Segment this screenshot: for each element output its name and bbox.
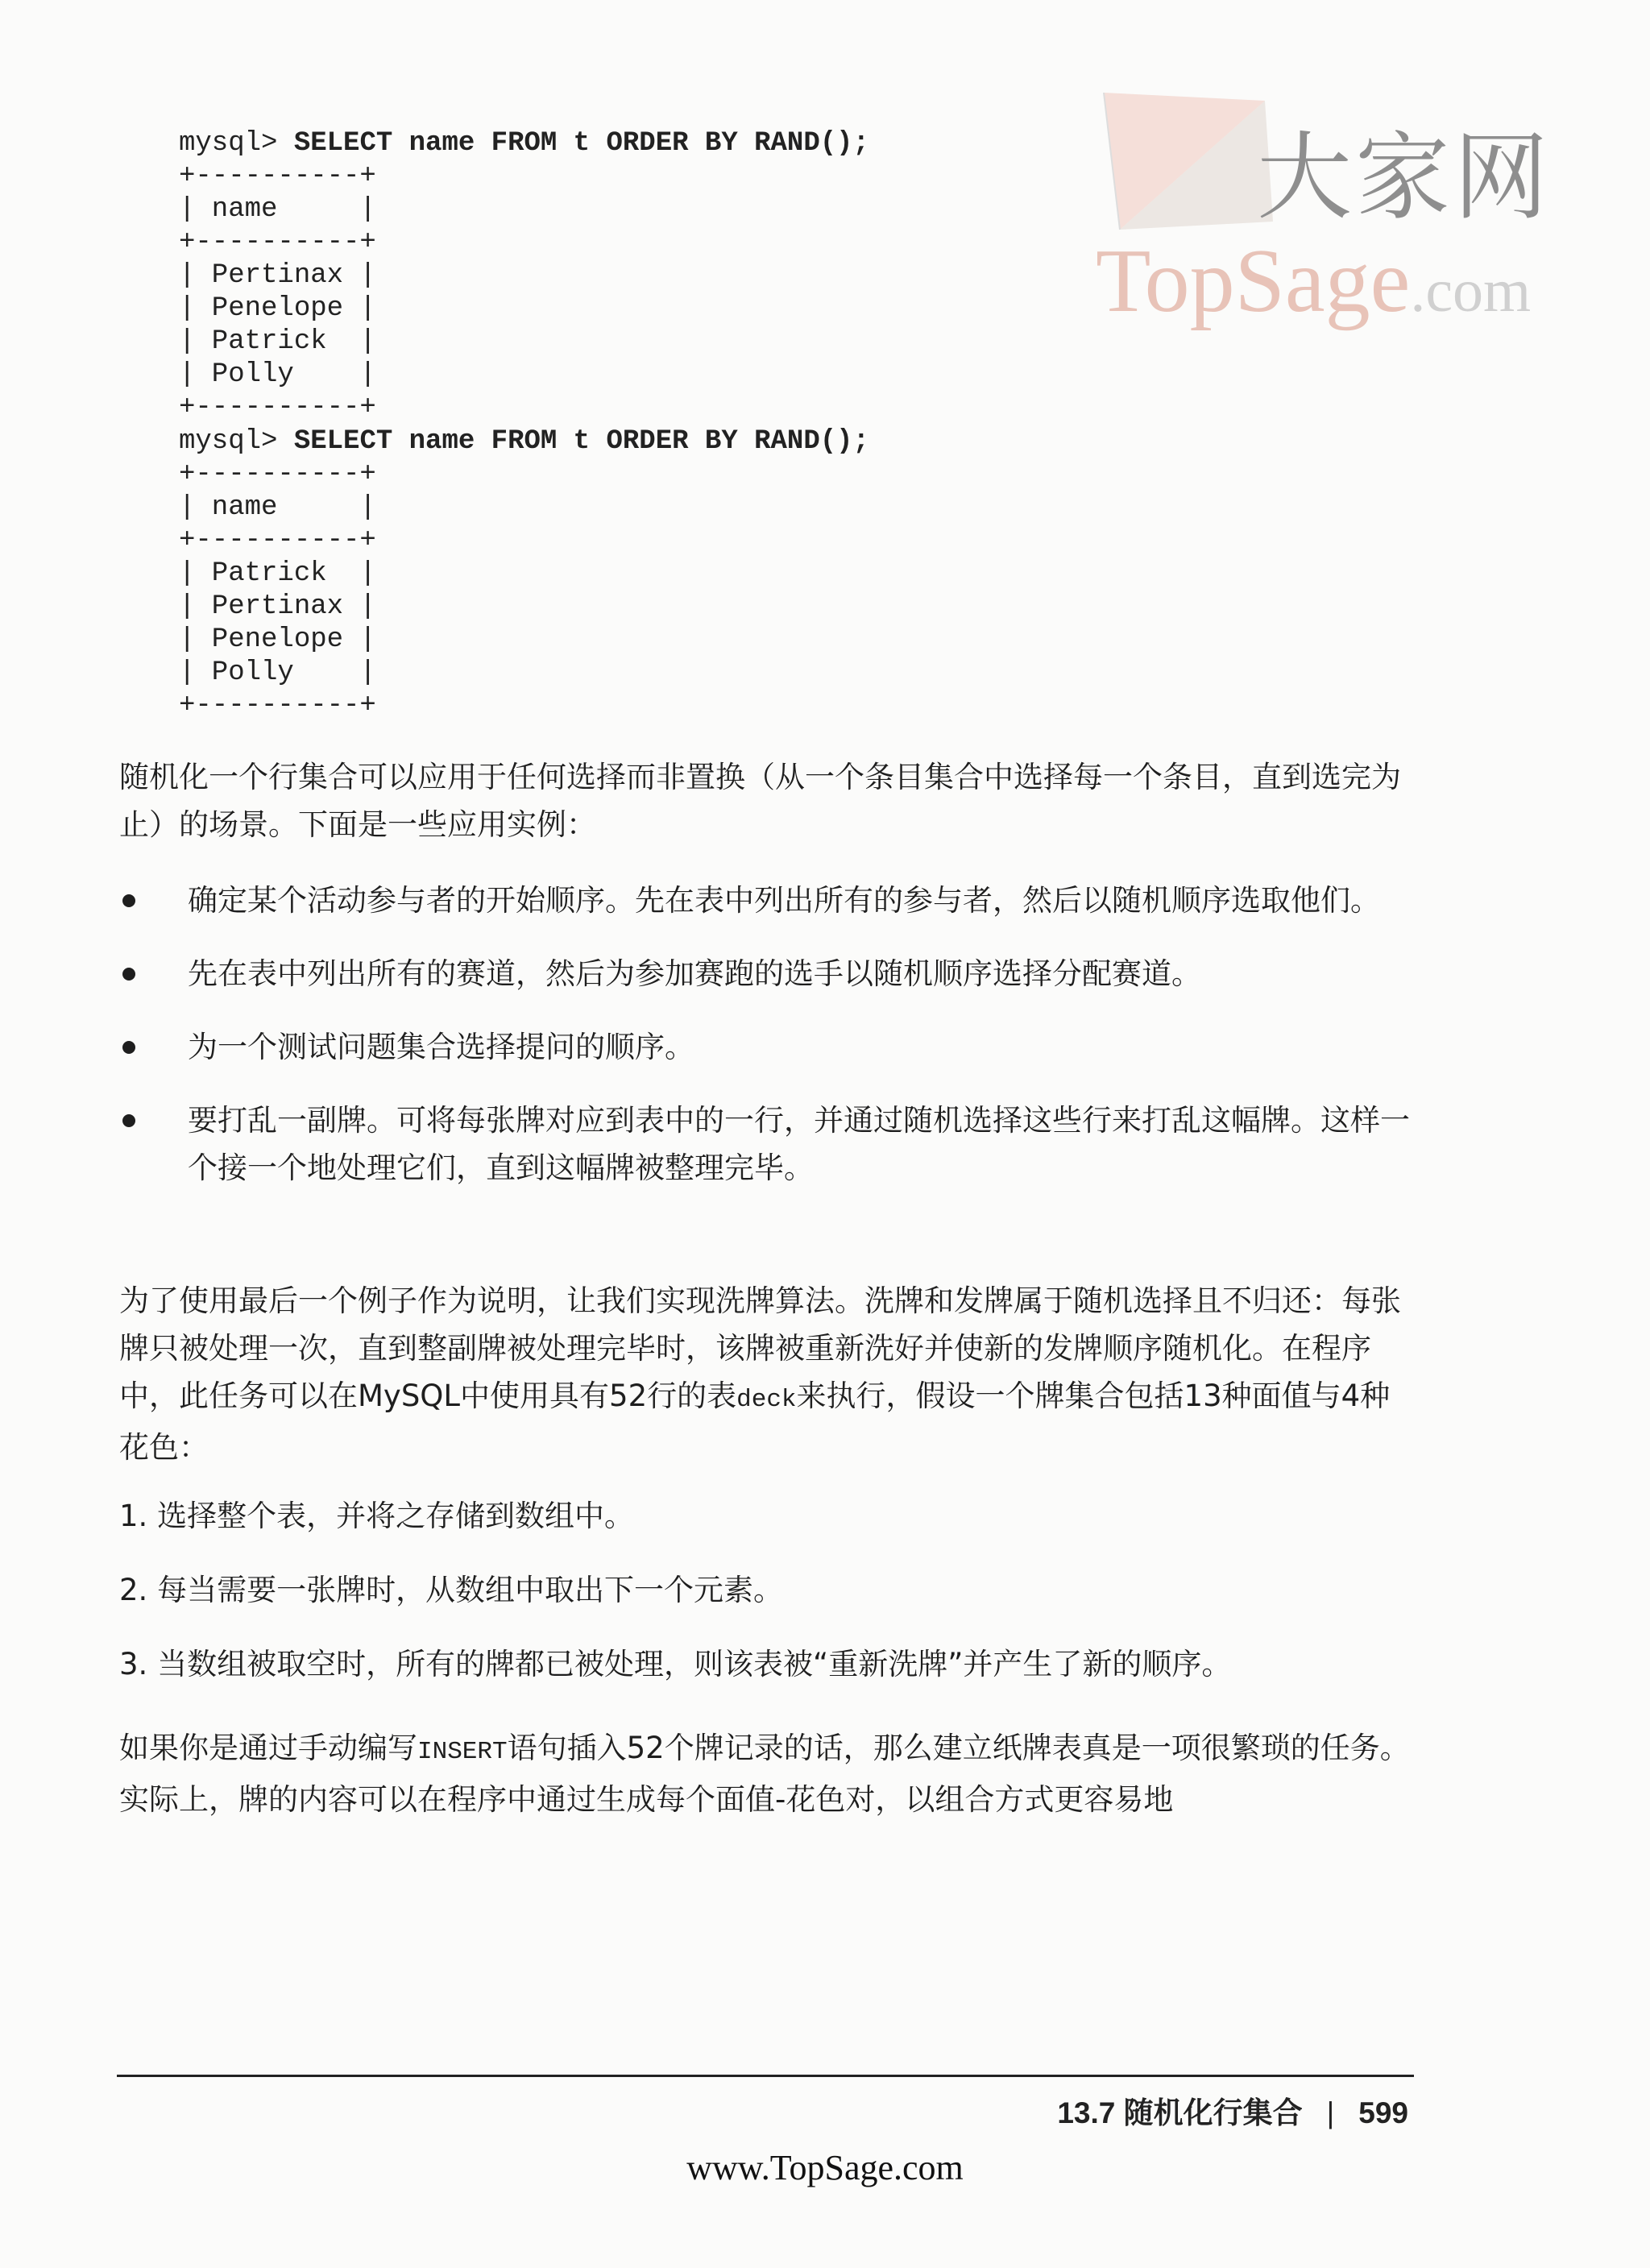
paragraph-text: 语句插入52个牌记录的话，那么建立纸牌表真是一项很繁琐的任务。实际上，牌的内容可以在程序中通过生成每个面值-花色对，以组合方式更容易地 [119, 1731, 1410, 1817]
watermark-latin-text [1096, 230, 1531, 334]
bullet-dot-icon [122, 1041, 135, 1054]
insert-paragraph [119, 1724, 1416, 1823]
list-item [119, 877, 1416, 924]
paragraph-text: 来执行，假设一个牌集合包括13种面值与4种花色： [119, 1379, 1391, 1465]
section-title: 13.7 随机化行集合 [1057, 2096, 1303, 2129]
list-item-text: 确定某个活动参与者的开始顺序。先在表中列出所有的参与者，然后以随机顺序选取他们。 [188, 883, 1380, 918]
list-item [119, 950, 1416, 997]
step-item: 2. 每当需要一张牌时，从数组中取出下一个元素。 [119, 1573, 784, 1607]
page-number: 599 [1358, 2096, 1408, 2129]
watermark-logo [1088, 77, 1571, 342]
watermark-triangle-icon [1088, 77, 1281, 238]
list-item-text: 为一个测试问题集合选择提问的顺序。 [188, 1030, 694, 1064]
result-table: +----------+ | name | +----------+ | Pertinax | | Penelope | | Patrick | | Polly | +----------+ [179, 161, 376, 423]
paragraph-text: 为了使用最后一个例子作为说明，让我们实现洗牌算法。洗牌和发牌属于随机选择且不归还：每张牌只被处理一次，直到整副牌被处理完毕时，该牌被重新洗好并使新的发牌顺序随机化。在程序中，此任务可以在MySQL中使用具有52行的表 [119, 1283, 1401, 1413]
bullet-dot-icon [122, 968, 135, 981]
list-item [119, 1023, 1416, 1071]
watermark-suffix: .com [1410, 257, 1532, 325]
list-item-text: 要打乱一副牌。可将每张牌对应到表中的一行，并通过随机选择这些行来打乱这幅牌。这样一个接一个地处理它们，直到这幅牌被整理完毕。 [188, 1103, 1410, 1185]
inline-code: INSERT [417, 1738, 508, 1766]
shuffle-paragraph [119, 1277, 1416, 1471]
watermark-brand: TopSage [1096, 231, 1411, 331]
intro-paragraph: 随机化一个行集合可以应用于任何选择而非置换（从一个条目集合中选择每一个条目，直到选完为止）的场景。下面是一些应用实例： [119, 760, 1401, 842]
running-footer [1057, 2088, 1408, 2132]
inline-code: deck [736, 1386, 797, 1414]
step-item: 1. 选择整个表，并将之存储到数组中。 [119, 1499, 635, 1533]
list-item-text: 先在表中列出所有的赛道，然后为参加赛跑的选手以随机顺序选择分配赛道。 [188, 956, 1201, 991]
code-block-1 [179, 127, 869, 425]
result-table: +----------+ | name | +----------+ | Patrick | | Pertinax | | Penelope | | Polly | +----------+ [179, 459, 376, 721]
footer-divider [117, 2075, 1414, 2077]
step-item: 3. 当数组被取空时，所有的牌都已被处理，则该表被“重新洗牌”并产生了新的顺序。 [119, 1647, 1232, 1681]
sql-command: SELECT name FROM t ORDER BY RAND(); [293, 128, 869, 159]
sql-command: SELECT name FROM t ORDER BY RAND(); [293, 426, 869, 457]
footer-separator: | [1326, 2096, 1335, 2129]
bullet-dot-icon [122, 894, 135, 907]
examples-list [119, 877, 1416, 1217]
mysql-prompt: mysql> [179, 128, 294, 159]
site-url: www.TopSage.com [686, 2148, 964, 2187]
paragraph-text: 如果你是通过手动编写 [119, 1731, 417, 1765]
mysql-prompt: mysql> [179, 426, 294, 457]
list-item [119, 1097, 1416, 1192]
bullet-dot-icon [122, 1114, 135, 1127]
watermark-cjk-text: 大家网 [1257, 122, 1553, 233]
steps-list [119, 1492, 1416, 1714]
code-block-2 [179, 425, 869, 723]
